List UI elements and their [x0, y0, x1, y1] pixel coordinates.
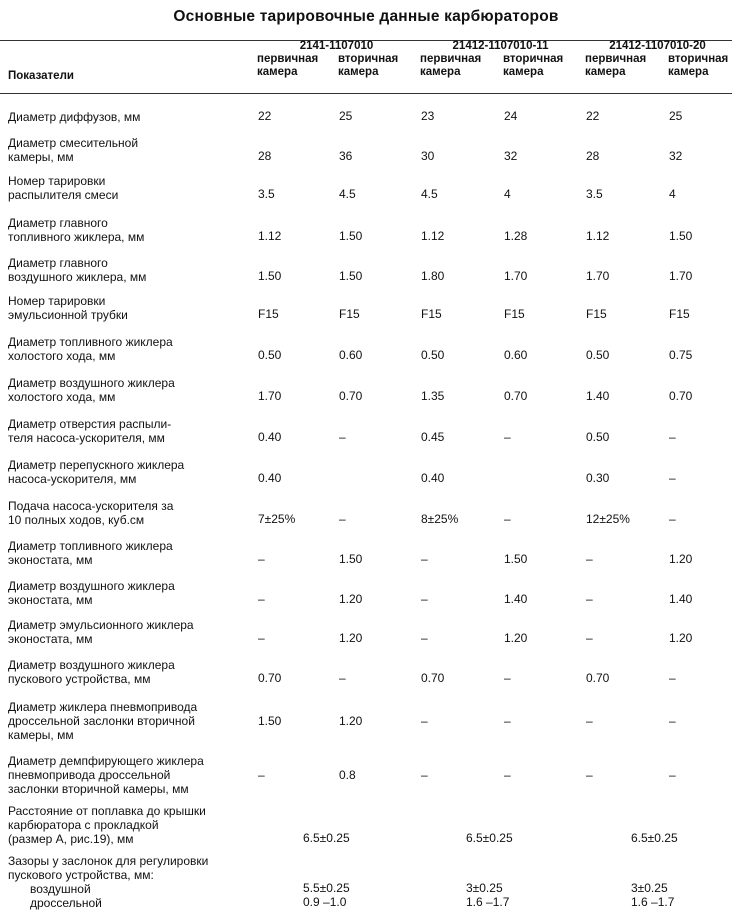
param-label	[0, 567, 255, 607]
param-label-line: воздушного жиклера, мм	[8, 270, 147, 284]
param-label-line: заслонки вторичной камеры, мм	[8, 782, 189, 796]
param-label	[0, 244, 255, 284]
value-cell: –	[421, 714, 428, 728]
chamber-header-line: первичная	[257, 53, 319, 65]
value-cell: F15	[339, 307, 360, 321]
table-row	[0, 742, 732, 796]
gap-value: 1.6 –1.7	[466, 895, 510, 909]
value-cell: –	[421, 592, 428, 606]
table-row	[0, 164, 732, 202]
param-label-line: Диаметр воздушного жиклера	[8, 376, 175, 390]
value-cell: 1.12	[421, 229, 445, 243]
chamber-header-line: камера	[585, 66, 626, 78]
value-cell: 0.70	[669, 389, 693, 403]
carburetor-data-table	[0, 40, 732, 910]
param-label-line: топливного жиклера, мм	[8, 230, 145, 244]
value-cell: 1.80	[421, 269, 445, 283]
param-label-line: Диаметр главного	[8, 216, 108, 230]
value-cell: F15	[504, 307, 525, 321]
param-label-line: холостого хода, мм	[8, 349, 116, 363]
value-cell: –	[421, 552, 428, 566]
value-cell: 6.5±0.25	[466, 831, 513, 845]
value-cell	[501, 445, 583, 486]
primary-chamber-header	[418, 53, 501, 94]
value-cell: 1.40	[669, 592, 693, 606]
value-cell: –	[504, 768, 511, 782]
model-header: 21412-1107010-20	[609, 40, 706, 52]
chamber-header-line: камера	[338, 66, 379, 78]
value-cell: 0.70	[504, 389, 528, 403]
value-cell: 0.75	[669, 348, 693, 362]
value-cell: 0.70	[586, 671, 610, 685]
value-cell: 1.40	[504, 592, 528, 606]
table-row	[0, 202, 732, 244]
value-cell: 1.70	[504, 269, 528, 283]
table-row	[0, 445, 732, 486]
param-label-line: Диаметр диффузов, мм	[8, 110, 141, 124]
value-cell: –	[421, 768, 428, 782]
param-label-line: Диаметр смесительной	[8, 136, 139, 150]
value-cell: 1.70	[586, 269, 610, 283]
param-label-line: Диаметр воздушного жиклера	[8, 658, 175, 672]
value-cell: –	[258, 631, 265, 645]
param-label-line: пневмопривода дроссельной	[8, 768, 171, 782]
chamber-header-line: камера	[668, 66, 709, 78]
value-cell: F15	[421, 307, 442, 321]
value-cell: 32	[504, 149, 518, 163]
sub-param-label: воздушной	[30, 882, 91, 896]
param-label	[0, 363, 255, 404]
value-cell: 0.40	[258, 471, 282, 485]
value-cell: 30	[421, 149, 435, 163]
secondary-chamber-header	[336, 53, 418, 94]
value-cell: –	[258, 768, 265, 782]
table-row	[0, 404, 732, 445]
param-label	[0, 486, 255, 527]
value-cell: 1.20	[669, 552, 693, 566]
param-label-line: Диаметр перепускного жиклера	[8, 458, 185, 472]
value-cell: 1.12	[258, 229, 282, 243]
param-label-line: Диаметр главного	[8, 256, 108, 270]
param-label	[0, 94, 255, 124]
value-cell: –	[504, 430, 511, 444]
model-header: 2141-1107010	[299, 40, 374, 52]
table-row	[0, 124, 732, 164]
value-cell: 0.40	[258, 430, 282, 444]
value-cell: 0.50	[586, 430, 610, 444]
value-cell: 4	[669, 187, 676, 201]
value-cell: 1.70	[669, 269, 693, 283]
value-cell: 0.60	[339, 348, 363, 362]
value-cell: –	[339, 430, 346, 444]
value-cell: 1.50	[339, 229, 363, 243]
param-label-line: холостого хода, мм	[8, 390, 116, 404]
value-cell: –	[421, 631, 428, 645]
value-cell: 0.70	[421, 671, 445, 685]
value-cell: 4	[504, 187, 511, 201]
value-cell: –	[504, 671, 511, 685]
primary-chamber-header	[583, 53, 666, 94]
gap-value: 1.6 –1.7	[631, 895, 675, 909]
chamber-header-line: первичная	[585, 53, 647, 65]
model-header: 21412-1107010-11	[452, 40, 549, 52]
value-cell: 1.35	[421, 389, 445, 403]
table-row	[0, 607, 732, 646]
param-label	[0, 124, 255, 164]
value-cell: 25	[339, 109, 353, 123]
chamber-header-line: камера	[420, 66, 461, 78]
table-row	[0, 646, 732, 686]
table-row	[0, 527, 732, 567]
value-cell: 7±25%	[258, 512, 296, 526]
sub-param-label: дроссельной	[30, 896, 102, 910]
value-cell: 12±25%	[586, 512, 630, 526]
secondary-chamber-header	[501, 53, 583, 94]
param-label	[0, 607, 255, 646]
value-cell: 0.70	[339, 389, 363, 403]
table-row	[0, 486, 732, 527]
value-cell: 28	[586, 149, 600, 163]
value-cell: –	[504, 512, 511, 526]
gap-value: 3±0.25	[466, 881, 503, 895]
table-row	[0, 244, 732, 284]
param-label-line: Диаметр топливного жиклера	[8, 539, 173, 553]
table-row	[0, 363, 732, 404]
param-label	[0, 164, 255, 202]
param-label-line: пускового устройства, мм	[8, 672, 151, 686]
value-cell: 25	[669, 109, 683, 123]
param-label	[0, 202, 255, 244]
table-row	[0, 94, 732, 124]
param-label-line: пускового устройства, мм:	[8, 868, 154, 882]
chamber-header-line: камера	[503, 66, 544, 78]
param-label-line: Диаметр отверстия распыли-	[8, 417, 172, 431]
value-cell: –	[258, 552, 265, 566]
chamber-header-line: вторичная	[668, 53, 729, 65]
value-cell: 1.50	[258, 714, 282, 728]
param-label-line: Расстояние от поплавка до крышки	[8, 804, 206, 818]
param-label-line: карбюратора с прокладкой	[8, 818, 159, 832]
value-cell: 1.20	[669, 631, 693, 645]
param-label-line: 10 полных ходов, куб.см	[8, 513, 145, 527]
param-label	[0, 527, 255, 567]
primary-chamber-header	[255, 53, 336, 94]
table-row	[0, 686, 732, 742]
value-cell: 36	[339, 149, 353, 163]
value-cell: 0.40	[421, 471, 445, 485]
param-label-line: теля насоса-ускорителя, мм	[8, 431, 165, 445]
value-cell: 1.50	[258, 269, 282, 283]
value-cell: –	[339, 512, 346, 526]
value-cell: 1.40	[586, 389, 610, 403]
value-cell: –	[586, 552, 593, 566]
chamber-header-line: первичная	[420, 53, 482, 65]
param-label-line: Номер тарировки	[8, 294, 106, 308]
value-cell: 3.5	[586, 187, 603, 201]
param-label-line: Диаметр эмульсионного жиклера	[8, 618, 194, 632]
param-label	[0, 404, 255, 445]
value-cell: 22	[258, 109, 272, 123]
value-cell: 0.45	[421, 430, 445, 444]
value-cell: 23	[421, 109, 435, 123]
value-cell: 1.50	[504, 552, 528, 566]
page-title: Основные тарировочные данные карбюраторов	[173, 8, 559, 25]
value-cell: 1.50	[669, 229, 693, 243]
param-label-line: Диаметр демпфирующего жиклера	[8, 754, 204, 768]
value-cell: 0.8	[339, 768, 356, 782]
param-label	[0, 445, 255, 486]
value-cell: –	[586, 714, 593, 728]
secondary-chamber-header	[666, 53, 732, 94]
value-cell: –	[504, 714, 511, 728]
value-cell: F15	[669, 307, 690, 321]
value-cell: 1.70	[258, 389, 282, 403]
param-label-line: распылителя смеси	[8, 188, 119, 202]
value-cell: –	[669, 430, 676, 444]
table-row	[0, 796, 732, 846]
param-label	[0, 796, 255, 846]
value-cell: –	[669, 471, 676, 485]
param-label-line: (размер А, рис.19), мм	[8, 832, 134, 846]
value-cell: 4.5	[339, 187, 356, 201]
chamber-header-line: камера	[257, 66, 298, 78]
table-row	[0, 567, 732, 607]
table-row	[0, 284, 732, 322]
gap-value: 0.9 –1.0	[303, 895, 347, 909]
value-cell: 0.60	[504, 348, 528, 362]
value-cell	[418, 846, 583, 910]
table-row	[0, 322, 732, 363]
value-cell: 24	[504, 109, 518, 123]
param-label-line: Зазоры у заслонок для регулировки	[8, 854, 209, 868]
param-label-line: камеры, мм	[8, 150, 74, 164]
value-cell: 0.30	[586, 471, 610, 485]
param-label-line: эконостата, мм	[8, 632, 93, 646]
value-cell	[336, 445, 418, 486]
value-cell: 1.50	[339, 269, 363, 283]
value-cell: 1.12	[586, 229, 610, 243]
value-cell: F15	[586, 307, 607, 321]
value-cell: 32	[669, 149, 683, 163]
value-cell: 6.5±0.25	[631, 831, 678, 845]
param-label-line: Диаметр жиклера пневмопривода	[8, 700, 198, 714]
value-cell: 0.70	[258, 671, 282, 685]
param-label	[0, 686, 255, 742]
param-label-line: эконостата, мм	[8, 593, 93, 607]
value-cell: –	[586, 592, 593, 606]
value-cell: F15	[258, 307, 279, 321]
value-cell: 1.28	[504, 229, 528, 243]
value-cell: 1.20	[504, 631, 528, 645]
value-cell: –	[339, 671, 346, 685]
param-label	[0, 846, 255, 910]
value-cell: –	[258, 592, 265, 606]
value-cell: –	[669, 671, 676, 685]
param-label	[0, 322, 255, 363]
gap-value: 3±0.25	[631, 881, 668, 895]
value-cell: 28	[258, 149, 272, 163]
value-cell: 22	[586, 109, 600, 123]
param-label-line: Подача насоса-ускорителя за	[8, 499, 174, 513]
param-label	[0, 284, 255, 322]
value-cell: 0.50	[586, 348, 610, 362]
param-label	[0, 742, 255, 796]
param-label-line: Диаметр воздушного жиклера	[8, 579, 175, 593]
param-label-line: эконостата, мм	[8, 553, 93, 567]
param-label-line: эмульсионной трубки	[8, 308, 128, 322]
gap-value: 5.5±0.25	[303, 881, 350, 895]
param-label	[0, 646, 255, 686]
value-cell	[583, 846, 732, 910]
value-cell: 1.20	[339, 592, 363, 606]
chamber-header-line: вторичная	[338, 53, 399, 65]
value-cell: 4.5	[421, 187, 438, 201]
param-header: Показатели	[8, 70, 74, 82]
value-cell: 0.50	[258, 348, 282, 362]
table-row	[0, 846, 732, 910]
value-cell: 3.5	[258, 187, 275, 201]
param-label-line: дроссельной заслонки вторичной	[8, 714, 195, 728]
value-cell: –	[669, 768, 676, 782]
param-label-line: Номер тарировки	[8, 174, 106, 188]
value-cell: 0.50	[421, 348, 445, 362]
param-label-line: Диаметр топливного жиклера	[8, 335, 173, 349]
chamber-header-line: вторичная	[503, 53, 564, 65]
value-cell	[255, 846, 418, 910]
value-cell: 8±25%	[421, 512, 459, 526]
value-cell: 1.50	[339, 552, 363, 566]
value-cell: –	[669, 512, 676, 526]
param-label-line: насоса-ускорителя, мм	[8, 472, 137, 486]
param-label-line: камеры, мм	[8, 728, 74, 742]
value-cell: 1.20	[339, 631, 363, 645]
value-cell: 1.20	[339, 714, 363, 728]
value-cell: –	[586, 631, 593, 645]
value-cell: –	[669, 714, 676, 728]
value-cell: –	[586, 768, 593, 782]
value-cell: 6.5±0.25	[303, 831, 350, 845]
